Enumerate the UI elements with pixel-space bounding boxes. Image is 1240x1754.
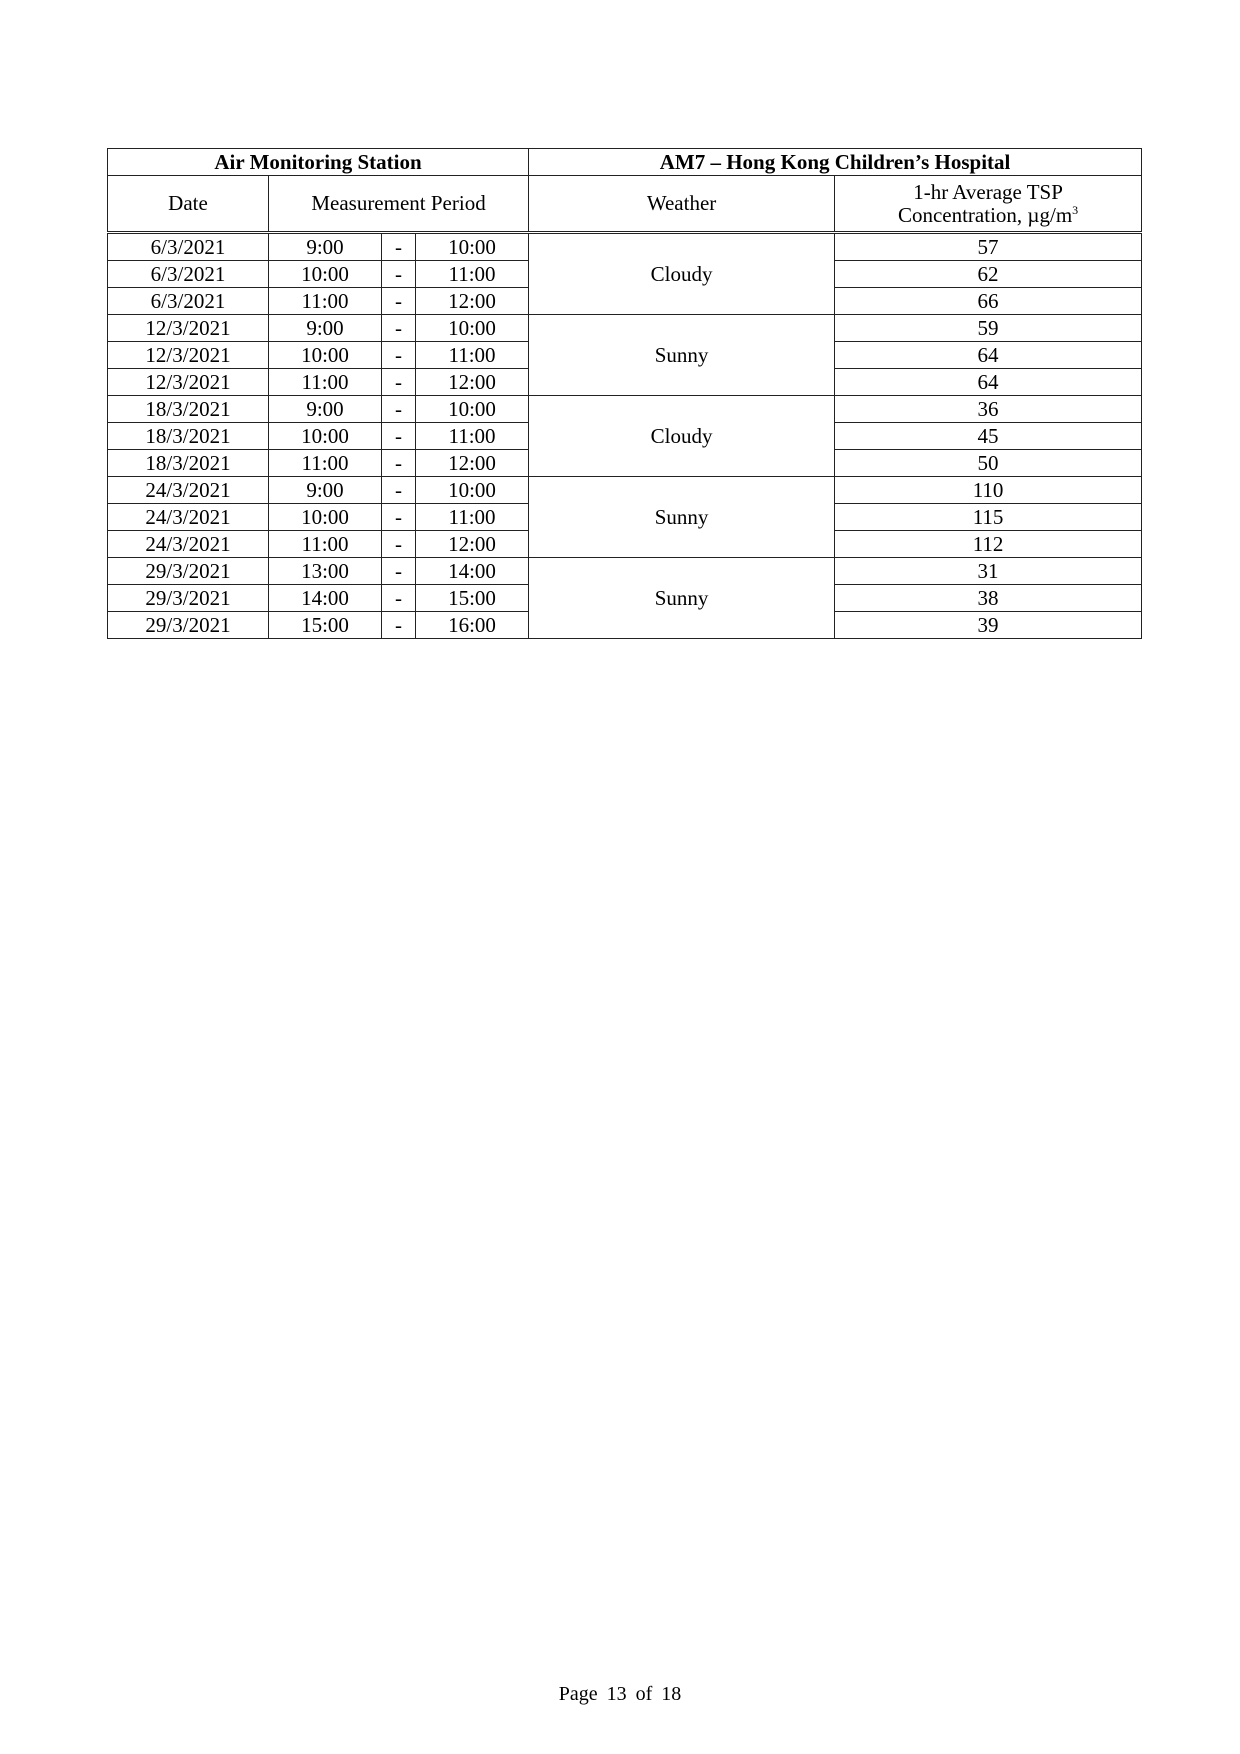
start-time-cell: 10:00	[269, 504, 382, 531]
weather-cell: Cloudy	[529, 396, 835, 477]
end-time-cell: 10:00	[416, 396, 529, 423]
start-time-cell: 9:00	[269, 396, 382, 423]
start-time-cell: 9:00	[269, 315, 382, 342]
end-time-cell: 10:00	[416, 315, 529, 342]
period-dash-cell: -	[382, 504, 416, 531]
start-time-cell: 9:00	[269, 233, 382, 261]
date-cell: 24/3/2021	[108, 477, 269, 504]
date-cell: 6/3/2021	[108, 288, 269, 315]
station-label: Air Monitoring Station	[108, 149, 529, 176]
period-dash-cell: -	[382, 342, 416, 369]
concentration-cell: 115	[835, 504, 1142, 531]
start-time-cell: 11:00	[269, 450, 382, 477]
weather-header: Weather	[529, 176, 835, 233]
concentration-cell: 50	[835, 450, 1142, 477]
table-row	[108, 396, 1142, 423]
of-word: of	[635, 1683, 653, 1705]
date-cell: 18/3/2021	[108, 396, 269, 423]
concentration-header-line1: 1-hr Average TSP	[913, 180, 1063, 205]
measurement-period-header: Measurement Period	[269, 176, 529, 233]
start-time-cell: 10:00	[269, 342, 382, 369]
date-cell: 6/3/2021	[108, 233, 269, 261]
weather-cell: Sunny	[529, 558, 835, 639]
end-time-cell: 11:00	[416, 423, 529, 450]
period-dash-cell: -	[382, 558, 416, 585]
page-number: 13	[606, 1683, 627, 1705]
date-cell: 29/3/2021	[108, 585, 269, 612]
start-time-cell: 11:00	[269, 288, 382, 315]
page-word: Page	[558, 1683, 598, 1705]
station-name: AM7 – Hong Kong Children’s Hospital	[529, 149, 1142, 176]
page-footer	[0, 1683, 1240, 1706]
end-time-cell: 12:00	[416, 288, 529, 315]
date-cell: 18/3/2021	[108, 423, 269, 450]
date-cell: 18/3/2021	[108, 450, 269, 477]
start-time-cell: 11:00	[269, 531, 382, 558]
date-cell: 29/3/2021	[108, 558, 269, 585]
total-pages: 18	[661, 1683, 682, 1705]
concentration-header	[835, 176, 1142, 233]
date-cell: 12/3/2021	[108, 369, 269, 396]
date-cell: 24/3/2021	[108, 504, 269, 531]
concentration-cell: 112	[835, 531, 1142, 558]
date-header: Date	[108, 176, 269, 233]
start-time-cell: 10:00	[269, 423, 382, 450]
end-time-cell: 16:00	[416, 612, 529, 639]
end-time-cell: 10:00	[416, 233, 529, 261]
date-cell: 6/3/2021	[108, 261, 269, 288]
end-time-cell: 14:00	[416, 558, 529, 585]
concentration-cell: 38	[835, 585, 1142, 612]
start-time-cell: 9:00	[269, 477, 382, 504]
period-dash-cell: -	[382, 477, 416, 504]
concentration-header-line2	[835, 204, 1141, 226]
concentration-cell: 59	[835, 315, 1142, 342]
concentration-cell: 36	[835, 396, 1142, 423]
end-time-cell: 11:00	[416, 342, 529, 369]
column-header-row	[108, 176, 1142, 233]
end-time-cell: 11:00	[416, 261, 529, 288]
start-time-cell: 11:00	[269, 369, 382, 396]
start-time-cell: 15:00	[269, 612, 382, 639]
table-body	[108, 233, 1142, 639]
period-dash-cell: -	[382, 396, 416, 423]
date-cell: 12/3/2021	[108, 315, 269, 342]
period-dash-cell: -	[382, 531, 416, 558]
end-time-cell: 12:00	[416, 531, 529, 558]
table-row	[108, 477, 1142, 504]
date-cell: 24/3/2021	[108, 531, 269, 558]
concentration-unit-exponent: 3	[1072, 202, 1079, 217]
end-time-cell: 12:00	[416, 369, 529, 396]
start-time-cell: 14:00	[269, 585, 382, 612]
period-dash-cell: -	[382, 612, 416, 639]
concentration-cell: 39	[835, 612, 1142, 639]
weather-cell: Sunny	[529, 477, 835, 558]
end-time-cell: 15:00	[416, 585, 529, 612]
period-dash-cell: -	[382, 450, 416, 477]
concentration-cell: 66	[835, 288, 1142, 315]
station-row	[108, 149, 1142, 176]
concentration-cell: 110	[835, 477, 1142, 504]
period-dash-cell: -	[382, 369, 416, 396]
period-dash-cell: -	[382, 423, 416, 450]
tsp-measurement-table	[107, 148, 1142, 639]
period-dash-cell: -	[382, 315, 416, 342]
period-dash-cell: -	[382, 261, 416, 288]
end-time-cell: 11:00	[416, 504, 529, 531]
concentration-unit-text: Concentration, µg/m	[897, 202, 1073, 227]
concentration-cell: 31	[835, 558, 1142, 585]
date-cell: 29/3/2021	[108, 612, 269, 639]
end-time-cell: 12:00	[416, 450, 529, 477]
concentration-cell: 62	[835, 261, 1142, 288]
weather-cell: Sunny	[529, 315, 835, 396]
weather-cell: Cloudy	[529, 233, 835, 315]
date-cell: 12/3/2021	[108, 342, 269, 369]
period-dash-cell: -	[382, 585, 416, 612]
period-dash-cell: -	[382, 288, 416, 315]
period-dash-cell: -	[382, 233, 416, 261]
concentration-cell: 64	[835, 342, 1142, 369]
concentration-cell: 57	[835, 233, 1142, 261]
concentration-cell: 64	[835, 369, 1142, 396]
end-time-cell: 10:00	[416, 477, 529, 504]
start-time-cell: 13:00	[269, 558, 382, 585]
concentration-cell: 45	[835, 423, 1142, 450]
start-time-cell: 10:00	[269, 261, 382, 288]
table-row	[108, 558, 1142, 585]
table-row	[108, 233, 1142, 261]
table-row	[108, 315, 1142, 342]
